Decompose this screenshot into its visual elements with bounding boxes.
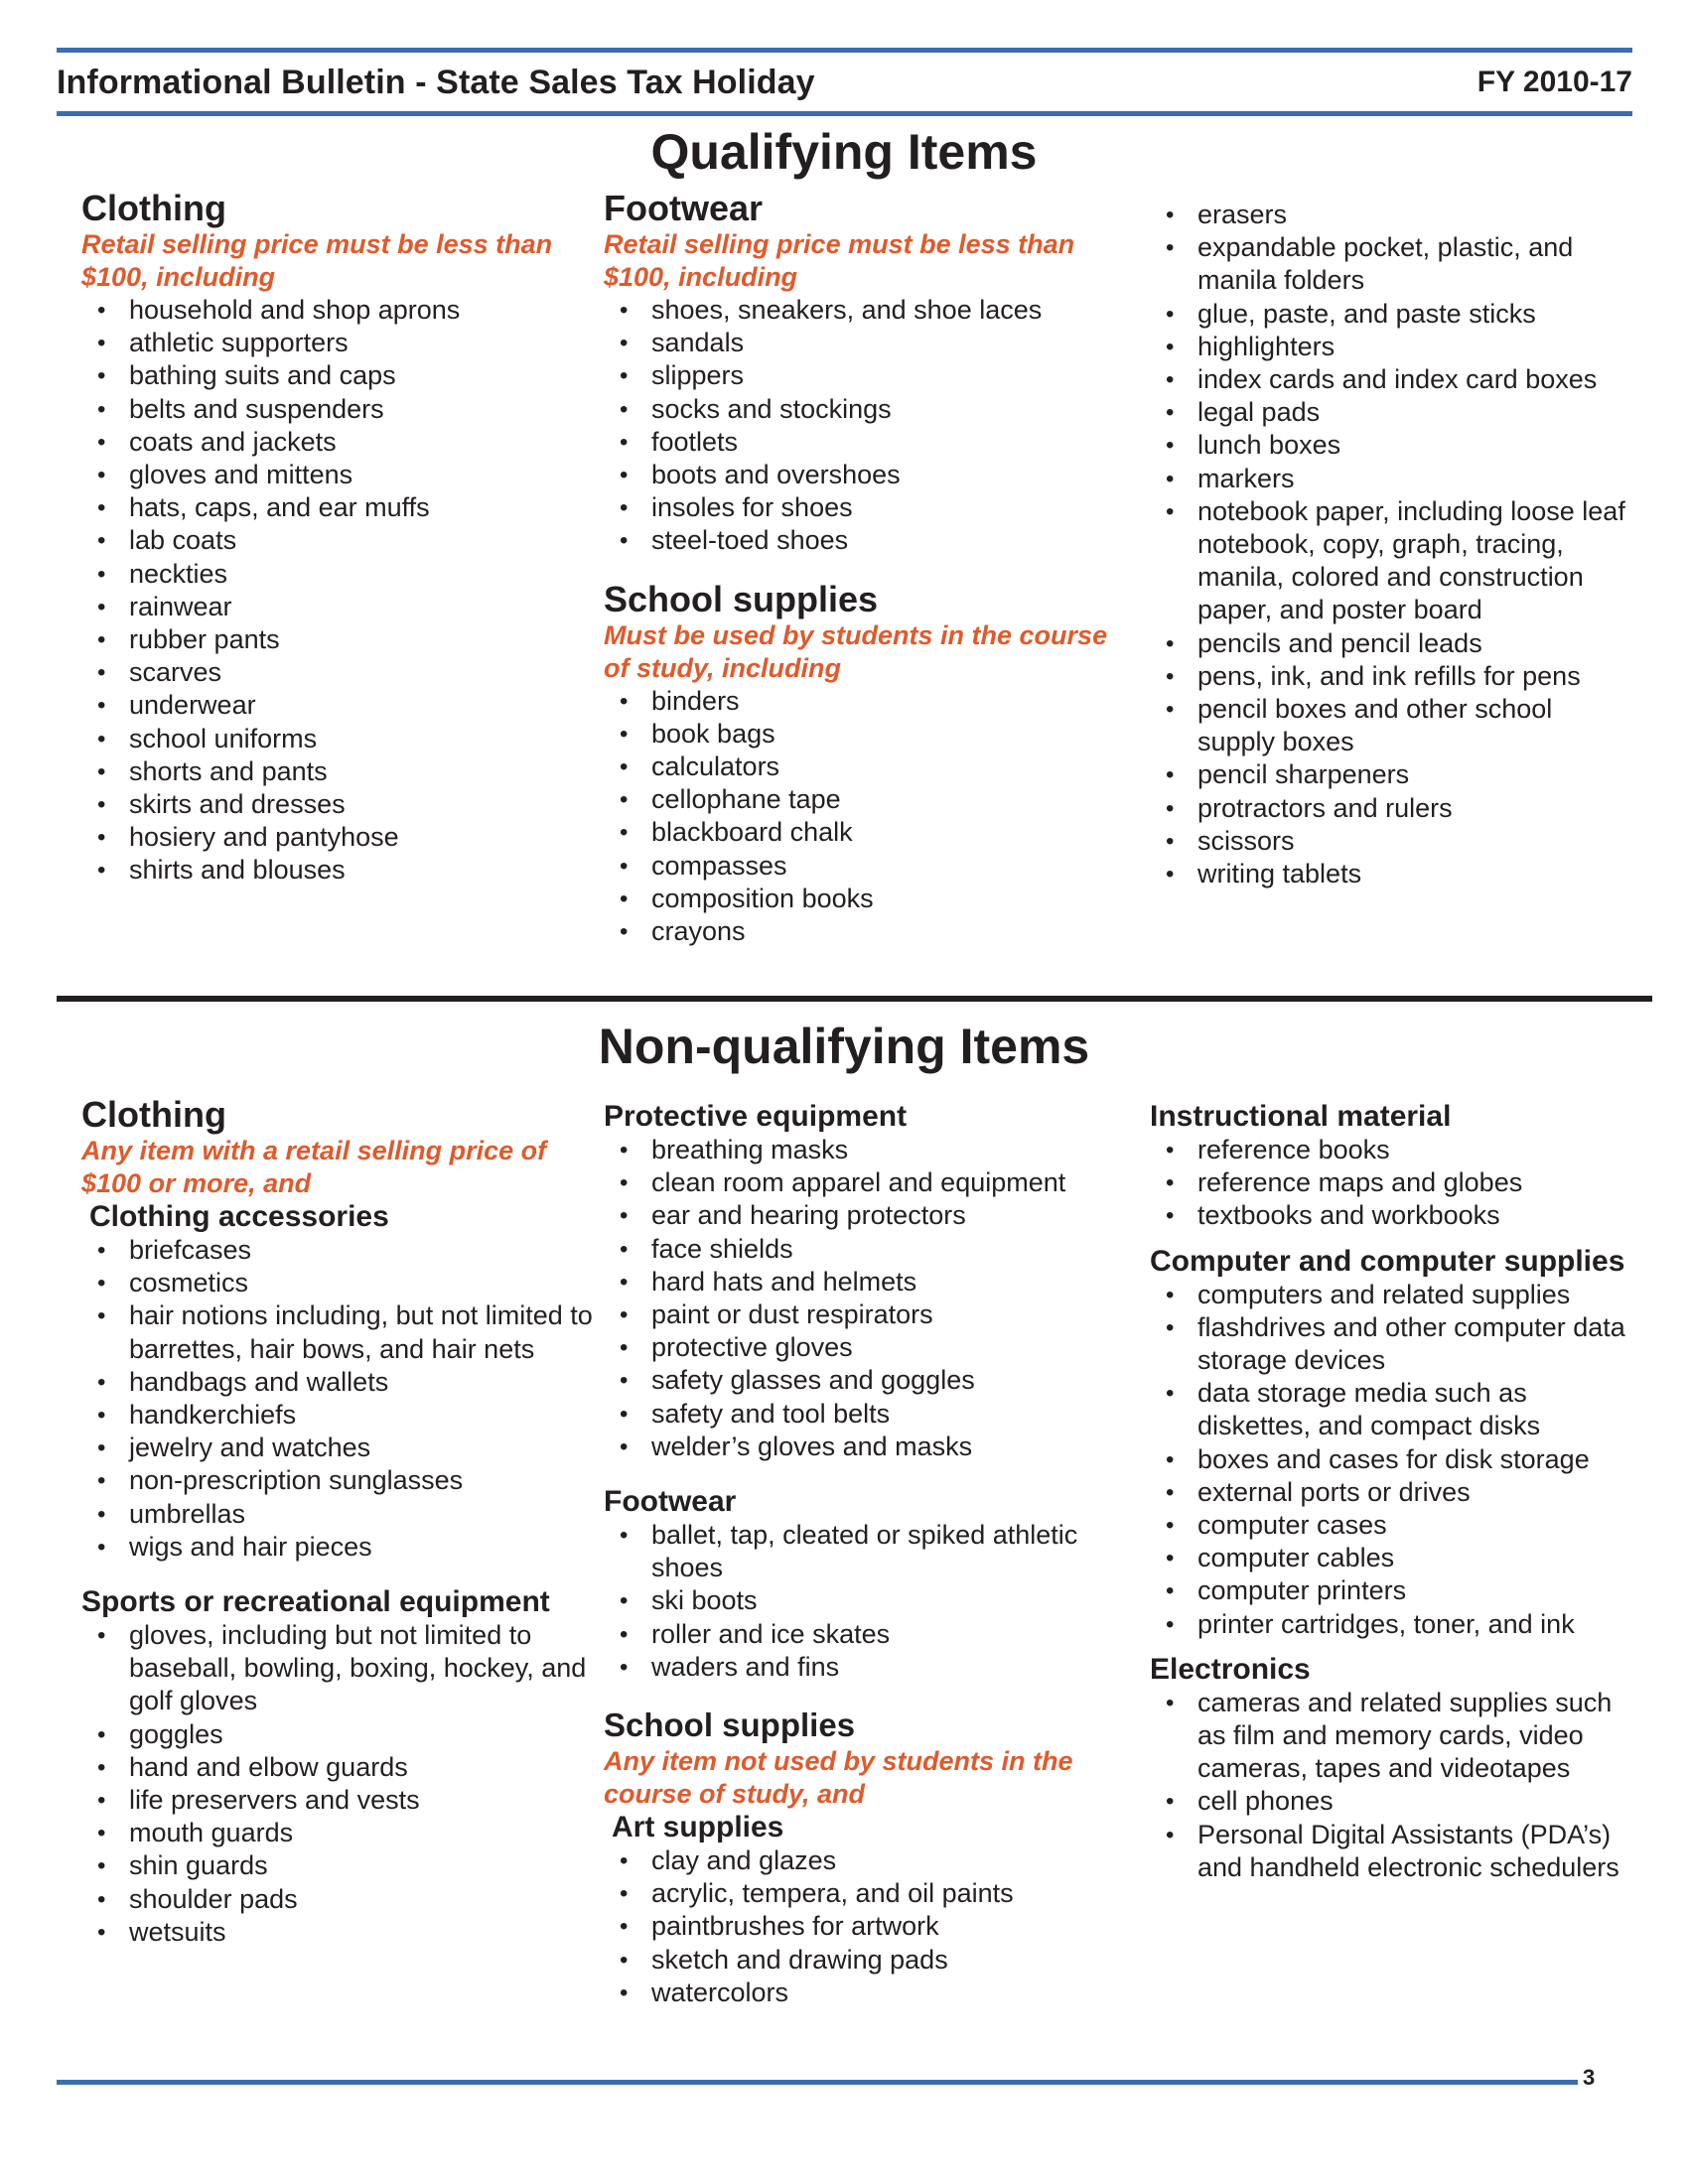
nonqualifying-clothing-heading: Clothing: [81, 1094, 226, 1135]
sports-equipment-list: [81, 1619, 598, 1949]
list-item: • gloves, including but not limited to baseball, bowling, boxing, hockey, and golf gloves: [81, 1619, 598, 1718]
list-item: • cellophane tape: [604, 783, 1110, 816]
clothing-accessories-heading: Clothing accessories: [89, 1200, 389, 1233]
electronics-heading: Electronics: [1150, 1652, 1311, 1686]
list-item: • markers: [1150, 463, 1636, 495]
qualifying-clothing-note: Retail selling price must be less than $100, including: [81, 229, 553, 292]
list-item: • Personal Digital Assistants (PDA’s) and handheld electronic schedulers: [1150, 1819, 1646, 1884]
sports-equipment-heading: Sports or recreational equipment: [81, 1585, 550, 1619]
list-item: • expandable pocket, plastic, and manila folders: [1150, 231, 1636, 297]
list-item: • paint or dust respirators: [604, 1298, 1120, 1331]
qualifying-footwear-list: [604, 294, 1110, 558]
list-item: • life preservers and vests: [81, 1784, 598, 1817]
list-item: • handbags and wallets: [81, 1366, 598, 1399]
list-item: • safety and tool belts: [604, 1398, 1120, 1431]
list-item: • computer printers: [1150, 1574, 1646, 1607]
fiscal-year: FY 2010-17: [1477, 66, 1632, 98]
list-item: • scarves: [81, 656, 598, 689]
nonqualifying-middle-column: [604, 1100, 1120, 2009]
computer-supplies-list: [1150, 1279, 1646, 1641]
list-item: • non-prescription sunglasses: [81, 1464, 598, 1497]
list-item: • underwear: [81, 689, 598, 722]
list-item: • welder’s gloves and masks: [604, 1431, 1120, 1463]
header-bottom-rule: [57, 111, 1632, 116]
list-item: • wetsuits: [81, 1916, 598, 1949]
list-item: • wigs and hair pieces: [81, 1531, 598, 1564]
list-item: • watercolors: [604, 1977, 1120, 2009]
list-item: • ski boots: [604, 1584, 1120, 1617]
list-item: • hard hats and helmets: [604, 1266, 1120, 1298]
list-item: • printer cartridges, toner, and ink: [1150, 1608, 1646, 1641]
list-item: • sketch and drawing pads: [604, 1944, 1120, 1977]
list-item: • boots and overshoes: [604, 459, 1110, 491]
list-item: • erasers: [1150, 199, 1636, 231]
list-item: • pencil boxes and other school supply boxes: [1150, 693, 1636, 758]
list-item: • external ports or drives: [1150, 1476, 1646, 1509]
section-divider: [57, 996, 1652, 1002]
list-item: • clay and glazes: [604, 1844, 1120, 1877]
list-item: • slippers: [604, 359, 1110, 392]
list-item: • legal pads: [1150, 396, 1636, 429]
list-item: • coats and jackets: [81, 426, 598, 459]
list-item: • flashdrives and other computer data storage devices: [1150, 1311, 1646, 1377]
qualifying-school-supplies-heading: School supplies: [604, 578, 879, 619]
nonqualifying-clothing-note: Any item with a retail selling price of $100 or more, and: [81, 1136, 547, 1198]
list-item: • lunch boxes: [1150, 429, 1636, 462]
bulletin-title: Informational Bulletin - State Sales Tax Holiday: [57, 64, 815, 101]
qualifying-footwear-note: Retail selling price must be less than $100, including: [604, 229, 1075, 292]
list-item: • compasses: [604, 850, 1110, 883]
electronics-list: [1150, 1687, 1646, 1884]
list-item: • composition books: [604, 883, 1110, 915]
list-item: • hair notions including, but not limited to barrettes, hair bows, and hair nets: [81, 1299, 598, 1365]
list-item: • pencil sharpeners: [1150, 758, 1636, 791]
list-item: • rubber pants: [81, 623, 598, 656]
list-item: • rainwear: [81, 591, 598, 623]
qualifying-clothing-list: [81, 294, 598, 887]
list-item: • ear and hearing protectors: [604, 1199, 1120, 1232]
qualifying-school-supplies-note: Must be used by students in the course of study, including: [604, 619, 1108, 683]
list-item: • boxes and cases for disk storage: [1150, 1443, 1646, 1476]
list-item: • steel-toed shoes: [604, 524, 1110, 557]
list-item: • shoes, sneakers, and shoe laces: [604, 294, 1110, 327]
list-item: • neckties: [81, 558, 598, 591]
nonqualifying-right-column: [1150, 1100, 1646, 1884]
list-item: • shoulder pads: [81, 1883, 598, 1916]
list-item: • sandals: [604, 327, 1110, 359]
nonqualifying-school-supplies-note: Any item not used by students in the course of study, and: [604, 1746, 1073, 1810]
list-item: • pencils and pencil leads: [1150, 627, 1636, 660]
list-item: • jewelry and watches: [81, 1432, 598, 1464]
list-item: • highlighters: [1150, 331, 1636, 363]
list-item: • crayons: [604, 915, 1110, 948]
list-item: • blackboard chalk: [604, 816, 1110, 849]
list-item: • protective gloves: [604, 1331, 1120, 1364]
list-item: • reference books: [1150, 1134, 1646, 1166]
nonqualifying-items-title: Non-qualifying Items: [598, 1019, 1090, 1074]
nonqualifying-clothing-section: [81, 1095, 598, 1949]
list-item: • acrylic, tempera, and oil paints: [604, 1877, 1120, 1910]
header-top-rule: [57, 48, 1632, 53]
list-item: • shin guards: [81, 1849, 598, 1882]
list-item: • briefcases: [81, 1234, 598, 1267]
list-item: • glue, paste, and paste sticks: [1150, 298, 1636, 331]
list-item: • hats, caps, and ear muffs: [81, 491, 598, 524]
list-item: • cameras and related supplies such as film and memory cards, video cameras, tapes and videotapes: [1150, 1687, 1646, 1786]
list-item: • ballet, tap, cleated or spiked athletic shoes: [604, 1519, 1120, 1584]
list-item: • skirts and dresses: [81, 788, 598, 821]
list-item: • book bags: [604, 718, 1110, 751]
list-item: • bathing suits and caps: [81, 359, 598, 392]
list-item: • hand and elbow guards: [81, 1751, 598, 1784]
nonqualifying-school-supplies-heading: School supplies: [604, 1706, 856, 1744]
list-item: • breathing masks: [604, 1134, 1120, 1166]
nonqualifying-footwear-heading: Footwear: [604, 1485, 737, 1519]
list-item: • face shields: [604, 1233, 1120, 1266]
protective-equipment-heading: Protective equipment: [604, 1100, 908, 1133]
qualifying-clothing-heading: Clothing: [81, 188, 226, 228]
list-item: • insoles for shoes: [604, 491, 1110, 524]
list-item: • lab coats: [81, 524, 598, 557]
qualifying-school-supplies-continued: [1150, 199, 1636, 890]
list-item: • computers and related supplies: [1150, 1279, 1646, 1311]
list-item: • waders and fins: [604, 1651, 1120, 1684]
list-item: • paintbrushes for artwork: [604, 1910, 1120, 1943]
nonqualifying-footwear-list: [604, 1519, 1120, 1684]
list-item: • cell phones: [1150, 1785, 1646, 1818]
list-item: • socks and stockings: [604, 393, 1110, 426]
list-item: • shorts and pants: [81, 755, 598, 788]
list-item: • gloves and mittens: [81, 459, 598, 491]
qualifying-clothing-section: [81, 189, 598, 887]
instructional-material-list: [1150, 1134, 1646, 1233]
instructional-material-heading: Instructional material: [1150, 1100, 1452, 1133]
list-item: • binders: [604, 685, 1110, 718]
list-item: • pens, ink, and ink refills for pens: [1150, 660, 1636, 693]
list-item: • athletic supporters: [81, 327, 598, 359]
protective-equipment-list: [604, 1134, 1120, 1463]
list-item: • textbooks and workbooks: [1150, 1199, 1646, 1232]
list-item: • scissors: [1150, 825, 1636, 858]
list-item: • clean room apparel and equipment: [604, 1166, 1120, 1199]
list-item: • index cards and index card boxes: [1150, 363, 1636, 396]
qualifying-footwear-section: [604, 189, 1110, 948]
list-item: • household and shop aprons: [81, 294, 598, 327]
list-item: • cosmetics: [81, 1267, 598, 1299]
list-item: • data storage media such as diskettes, and compact disks: [1150, 1377, 1646, 1442]
list-item: • school uniforms: [81, 723, 598, 755]
list-item: • umbrellas: [81, 1498, 598, 1531]
list-item: • computer cables: [1150, 1542, 1646, 1574]
clothing-accessories-list: [81, 1234, 598, 1564]
art-supplies-heading: Art supplies: [612, 1811, 784, 1844]
qualifying-footwear-heading: Footwear: [604, 188, 764, 228]
list-item: • goggles: [81, 1718, 598, 1751]
list-item: • handkerchiefs: [81, 1399, 598, 1432]
list-item: • mouth guards: [81, 1817, 598, 1849]
qualifying-items-title: Qualifying Items: [650, 124, 1038, 180]
list-item: • protractors and rulers: [1150, 792, 1636, 825]
computer-supplies-heading: Computer and computer supplies: [1150, 1244, 1625, 1278]
list-item: • safety glasses and goggles: [604, 1364, 1120, 1397]
qualifying-school-supplies-list: [604, 685, 1110, 949]
list-item: • hosiery and pantyhose: [81, 821, 598, 854]
list-item: • roller and ice skates: [604, 1618, 1120, 1651]
list-item: • computer cases: [1150, 1509, 1646, 1542]
list-item: • belts and suspenders: [81, 393, 598, 426]
list-item: • reference maps and globes: [1150, 1166, 1646, 1199]
page-number: 3: [1583, 2065, 1596, 2090]
list-item: • notebook paper, including loose leaf notebook, copy, graph, tracing, manila, colored and construction paper, and poster board: [1150, 495, 1636, 627]
qualifying-school-supplies-list-continued: [1150, 199, 1636, 890]
list-item: • calculators: [604, 751, 1110, 783]
list-item: • footlets: [604, 426, 1110, 459]
list-item: • writing tablets: [1150, 858, 1636, 890]
list-item: • shirts and blouses: [81, 854, 598, 887]
footer-rule: [57, 2080, 1578, 2085]
art-supplies-list: [604, 1844, 1120, 2009]
